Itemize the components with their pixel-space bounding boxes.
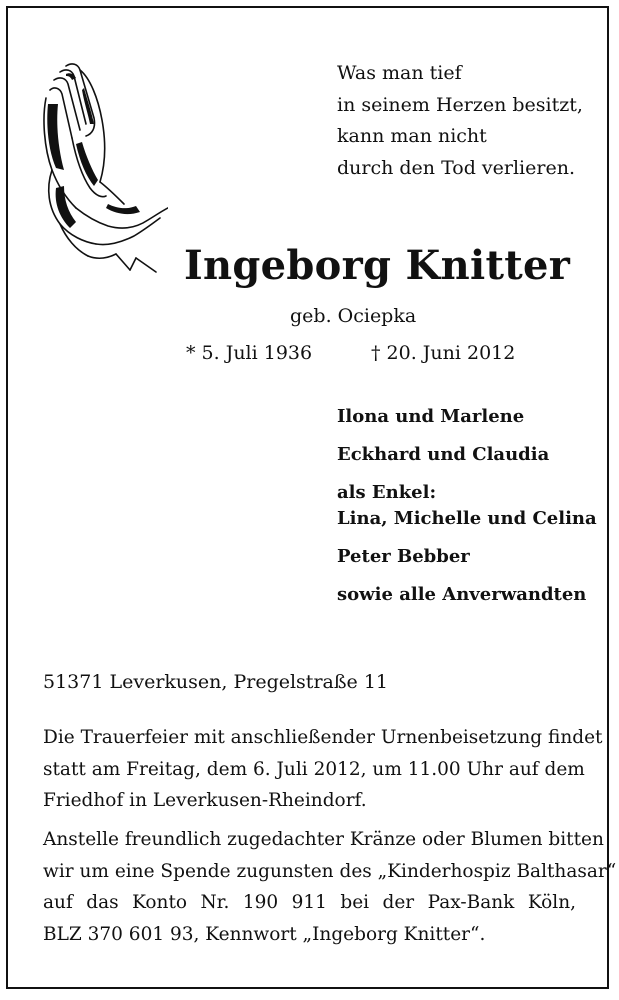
motto-quote: [337, 58, 583, 184]
mourner-entry: Ilona und Marlene: [337, 406, 525, 427]
mourner-entry: als Enkel:: [337, 482, 437, 503]
mourner-entry: Eckhard und Claudia: [337, 444, 550, 465]
mourners-list: [337, 406, 597, 610]
motto-line: kann man nicht: [337, 125, 487, 147]
mourner-entry: sowie alle Anverwandten: [337, 584, 587, 605]
paragraph-line: BLZ 370 601 93, Kennwort „Ingeborg Knitter“.: [43, 923, 486, 945]
paragraph-line: Anstelle freundlich zugedachter Kränze oder Blumen bitten: [43, 829, 604, 850]
motto-line: Was man tief: [337, 62, 462, 84]
motto-line: durch den Tod verlieren.: [337, 156, 575, 179]
maiden-name: geb. Ociepka: [290, 305, 417, 327]
birth-date: * 5. Juli 1936: [186, 342, 313, 364]
mourner-entry: Peter Bebber: [337, 546, 470, 567]
paragraph-line: Friedhof in Leverkusen-Rheindorf.: [43, 790, 367, 811]
motto-line: in seinem Herzen besitzt,: [337, 93, 583, 116]
paragraph-line: wir um eine Spende zugunsten des „Kinderhospiz Balthasar“: [43, 860, 617, 882]
donation-paragraph: [43, 824, 617, 950]
funeral-paragraph: [43, 722, 603, 817]
praying-hands-icon: [36, 58, 168, 274]
paragraph-line: Die Trauerfeier mit anschließender Urnenbeisetzung findet: [43, 727, 603, 748]
address: 51371 Leverkusen, Pregelstraße 11: [43, 671, 389, 693]
death-date: † 20. Juni 2012: [371, 342, 516, 364]
deceased-name: Ingeborg Knitter: [184, 242, 571, 289]
paragraph-line: statt am Freitag, dem 6. Juli 2012, um 11.00 Uhr auf dem: [43, 758, 585, 780]
mourner-entry: Lina, Michelle und Celina: [337, 508, 597, 529]
paragraph-line: auf das Konto Nr. 190 911 bei der Pax-Bank Köln,: [43, 892, 576, 913]
